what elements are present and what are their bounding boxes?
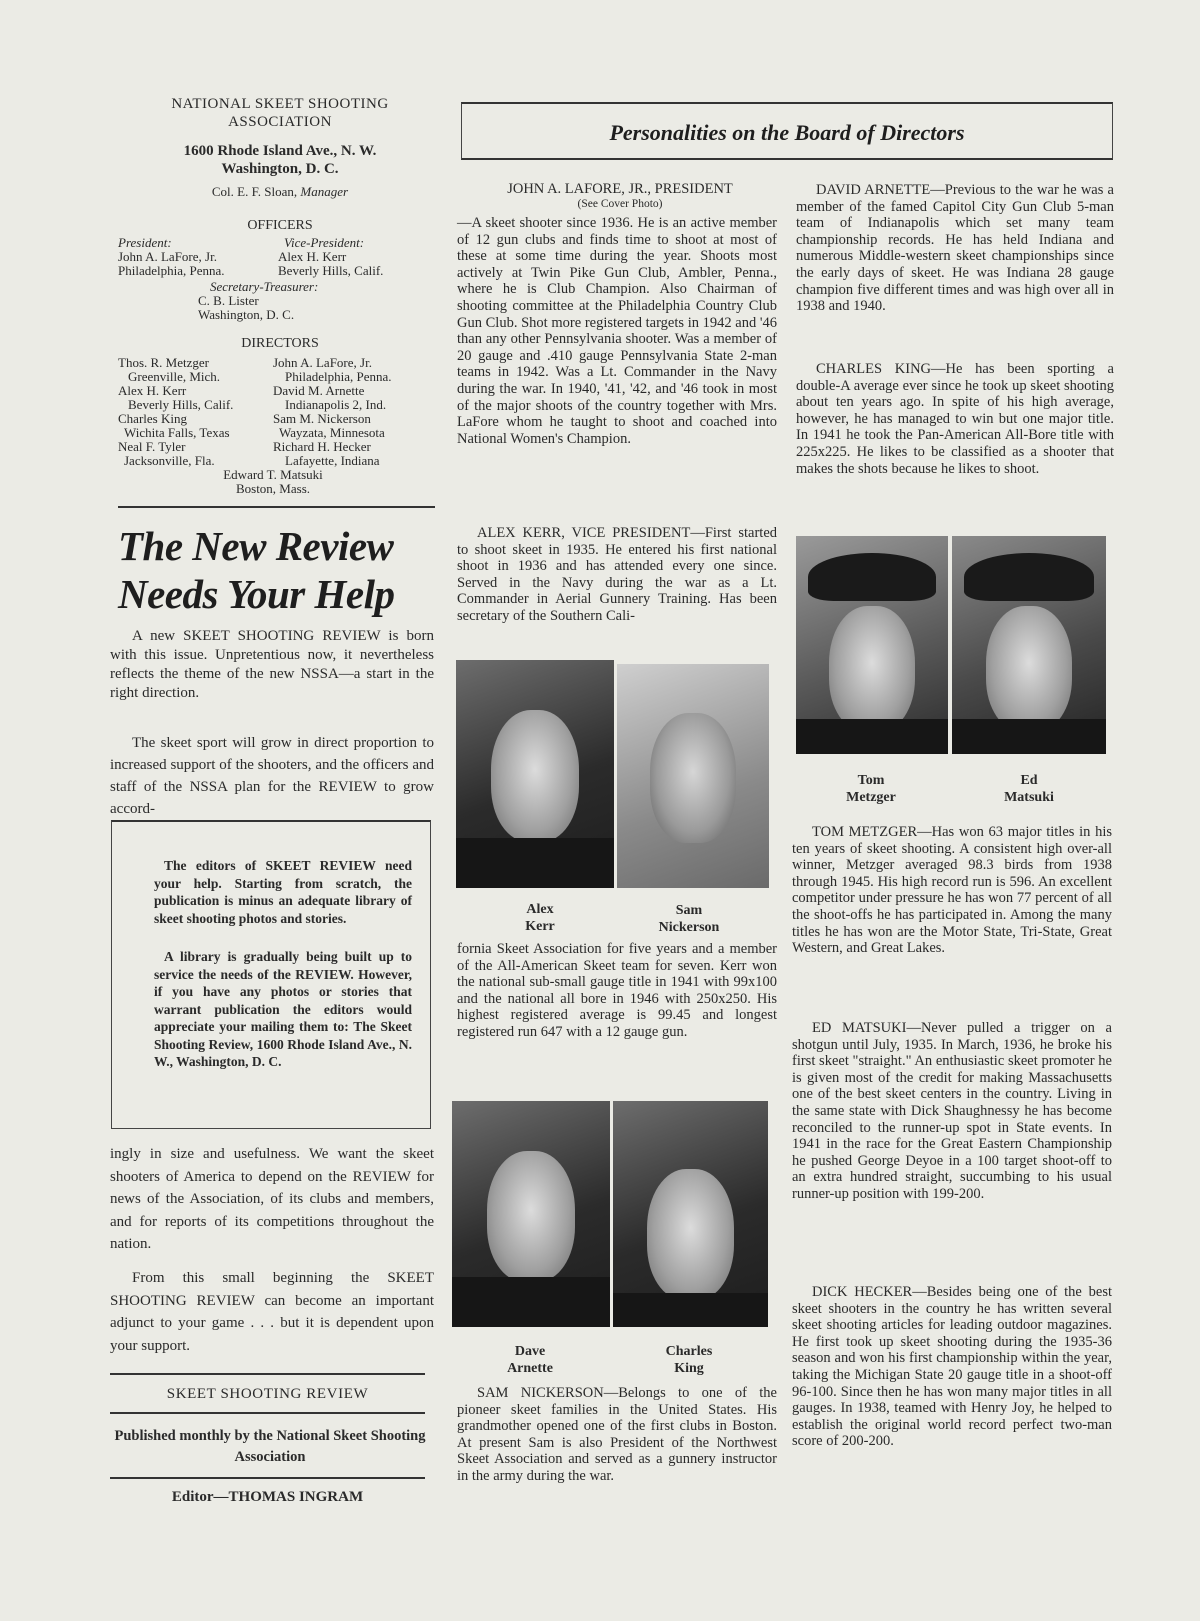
photo-ed-matsuki [952, 536, 1106, 754]
caption-tom-metzger [816, 772, 926, 806]
director-city: Lafayette, Indiana [285, 453, 380, 468]
divider [110, 1477, 425, 1479]
king-text: CHARLES KING—He has been sporting a double-A average ever since he took up skeet shooting about ten years ago. In spite of his high average, however, he has managed to win but one major title. In 1941 he took the Pan-American All-Bore title with 225x225. He likes to be classified as a shooter that makes the shots because he likes to shoot. [796, 361, 1114, 477]
director-name: Neal F. Tyler [118, 439, 186, 454]
caption-first: Ed [1020, 773, 1038, 788]
secretary-label: Secretary-Treasurer: [210, 279, 319, 294]
caption-last: Metzger [846, 790, 896, 805]
director-city: Wichita Falls, Texas [124, 425, 230, 440]
vice-president-block [278, 236, 428, 278]
director-city: Boston, Mass. [235, 481, 311, 496]
officers-heading: OFFICERS [247, 218, 313, 233]
editorial-paragraph-1: A new SKEET SHOOTING REVIEW is born with this issue. Unpretentious now, it nevertheless reflects the theme of the new NSSA—a start in the right direction. [110, 628, 434, 701]
notice-paragraph-2: A library is gradually being built up to service the needs of the REVIEW. However, if you have any photos or stories that warrant publication the editors would appreciate your mailing them to: The Skeet Shooting Review, 1600 Rhode Island Ave., N. W., Washington, D. C. [154, 949, 412, 1069]
director-name: Sam M. Nickerson [273, 411, 371, 426]
caption-charles-king [634, 1343, 744, 1377]
president-label: President: [118, 235, 172, 250]
director-name: Alex H. Kerr [118, 383, 187, 398]
lafore-heading: JOHN A. LAFORE, JR., PRESIDENT [507, 181, 733, 197]
photo-sam-nickerson [617, 664, 769, 888]
caption-last: Nickerson [658, 920, 720, 935]
director-city: Wayzata, Minnesota [279, 425, 385, 440]
divider [118, 506, 435, 508]
directors-heading: DIRECTORS [241, 336, 319, 351]
caption-sam-nickerson [634, 902, 744, 936]
section-title-box [461, 102, 1113, 160]
divider [110, 1373, 425, 1375]
manager-name: Col. E. F. Sloan, [211, 184, 298, 199]
help-notice-box [111, 820, 431, 1129]
caption-ed-matsuki [974, 772, 1084, 806]
caption-last: King [674, 1361, 704, 1376]
president-block [118, 236, 268, 278]
caption-last: Kerr [525, 919, 555, 934]
caption-first: Alex [526, 902, 554, 917]
director-row [118, 440, 428, 468]
section-title: Personalities on the Board of Directors [609, 120, 965, 145]
caption-first: Tom [857, 773, 885, 788]
caption-first: Sam [675, 903, 703, 918]
association-name: NATIONAL SKEET SHOOTING ASSOCIATION [171, 96, 389, 130]
secretary-name: C. B. Lister [198, 293, 259, 308]
director-name: Richard H. Hecker [273, 439, 371, 454]
director-row [118, 356, 428, 384]
manager-line [130, 184, 430, 200]
lafore-text: —A skeet shooter since 1936. He is an active member of 12 gun clubs and finds time to shoot at most of these at some time during the year. Shoots most actively at Twin Pike Gun Club, Ambler, Penna., where he is Club Champion. Also Chairman of shooting committee at the Philadelphia Country Club Gun Club. Shot more registered targets in 1942 and '46 than any other Pennsylvania shooter. Was a member of 20 gauge and .410 gauge Pennsylvania State 2-man teams in 1942. Was a Lt. Commander in the Navy during the war. In 1940, '41, '42, and '46 took in most of the major shoots of the country together with Mrs. LaFore whom he taught to shoot and coached into National Women's Champion. [457, 215, 777, 447]
address-line-2: Washington, D. C. [221, 161, 339, 177]
director-city: Indianapolis 2, Ind. [285, 397, 387, 412]
caption-first: Charles [665, 1344, 713, 1359]
director-city: Beverly Hills, Calif. [128, 397, 234, 412]
secretary-block [198, 280, 398, 322]
director-row [118, 412, 428, 440]
footer-published: Published monthly by the National Skeet Shooting Association [114, 1428, 426, 1465]
footer-editor: Editor—THOMAS INGRAM [171, 1489, 364, 1505]
director-city: Greenville, Mich. [128, 369, 221, 384]
secretary-city: Washington, D. C. [198, 307, 295, 322]
caption-alex-kerr [485, 901, 595, 935]
vice-president-city: Beverly Hills, Calif. [278, 263, 384, 278]
caption-dave-arnette [475, 1343, 585, 1377]
president-city: Philadelphia, Penna. [118, 263, 225, 278]
director-last [118, 468, 428, 496]
director-name: John A. LaFore, Jr. [273, 355, 372, 370]
manager-title: Manager [300, 184, 349, 199]
editorial-paragraph-3: From this small beginning the SKEET SHOOTING REVIEW can become an important adjunct to your game . . . but it is dependent upon your support. [110, 1270, 434, 1354]
caption-last: Arnette [507, 1361, 553, 1376]
notice-paragraph-1: The editors of SKEET REVIEW need your help. Starting from scratch, the publication is minus an adequate library of skeet shooting photos and stories. [154, 858, 412, 926]
director-name: Charles King [118, 411, 187, 426]
metzger-text: TOM METZGER—Has won 63 major titles in his ten years of skeet shooting. A consistent high over-all winner, Metzger averaged 98.3 birds from 1938 through 1945. His high record run is 596. An excellent competitor under pressure he has won 77 percent of all the shoot-offs he has participated in. Among the many titles he has won are the Motor State, Tri-State, Great Western, and Great Lakes. [792, 824, 1112, 957]
nickerson-text: SAM NICKERSON—Belongs to one of the pioneer skeet families in the United States. His grandmother opened one of the first clubs in Boston. At present Sam is also President of the Northwest Skeet Association and served as a gunnery instructor in the army during the war. [457, 1385, 777, 1484]
director-row [118, 384, 428, 412]
director-name: Thos. R. Metzger [118, 355, 209, 370]
address-line-1: 1600 Rhode Island Ave., N. W. [183, 143, 377, 159]
headline-line-2: Needs Your Help [118, 571, 395, 617]
director-name: David M. Arnette [273, 383, 365, 398]
director-city: Philadelphia, Penna. [285, 369, 392, 384]
photo-dave-arnette [452, 1101, 610, 1327]
vice-president-label: Vice-President: [284, 235, 365, 250]
photo-alex-kerr [456, 660, 614, 888]
footer-title: SKEET SHOOTING REVIEW [166, 1386, 369, 1402]
editorial-headline [118, 522, 438, 618]
editorial-paragraph-2a: The skeet sport will grow in direct proportion to increased support of the shooters, and the officers and staff of the NSSA plan for the REVIEW to grow accord- [110, 735, 434, 817]
caption-last: Matsuki [1004, 790, 1054, 805]
lafore-subheading: (See Cover Photo) [577, 198, 663, 210]
arnette-text: DAVID ARNETTE—Previous to the war he was a member of the famed Capitol City Gun Club 5-man team of Indianapolis which set many team championship records. He has held Indiana and numerous Middle-western skeet championships since the early days of skeet. He was Indiana 28 gauge champion five different times and was high over all in 1938 and 1940. [796, 182, 1114, 315]
caption-first: Dave [514, 1344, 546, 1359]
kerr-text-1: ALEX KERR, VICE PRESIDENT—First started to shoot skeet in 1935. He entered his first national shoot in 1936 and has attended every one since. Served in the Navy during the war as a Lt. Commander in Aerial Gunnery Training. Has been secretary of the Southern Cali- [457, 525, 777, 624]
director-city: Jacksonville, Fla. [124, 453, 215, 468]
hecker-text: DICK HECKER—Besides being one of the best skeet shooters in the country he has written several skeet shooting articles for leading outdoor magazines. He first took up skeet shooting during the 1935-36 season and won his first championship within the year, taking the Michigan State 20 gauge title in a shoot-off 96-100. Since then he has won many major titles in all gauges. In 1938, teamed with Henry Joy, he helped to establish the original world record perfect two-man score of 200-200. [792, 1284, 1112, 1450]
editorial-paragraph-2b: ingly in size and usefulness. We want the skeet shooters of America to depend on the REVIEW for news of the Association, of its clubs and members, and for reports of its competitions throughout the nation. [110, 1146, 434, 1252]
headline-line-1: The New Review [118, 523, 394, 569]
directors-list [118, 356, 428, 496]
photo-charles-king [613, 1101, 768, 1327]
kerr-text-2: fornia Skeet Association for five years and a member of the All-American Skeet team for seven. Kerr won the national sub-small gauge title in 1941 with 99x100 and the national all bore in 1946 with 250x250. His highest registered average is 99.45 and longest registered run 647 with a 12 gauge gun. [457, 941, 777, 1040]
divider [110, 1412, 425, 1414]
director-name: Edward T. Matsuki [223, 467, 323, 482]
matsuki-text: ED MATSUKI—Never pulled a trigger on a shotgun until July, 1935. In March, 1936, he broke his first skeet "straight." An enthusiastic skeet promoter he is given most of the credit for making Massachusetts one of the best skeet centers in the country. Living in the same state with Dick Shaughnessy he has become reconciled to the runner-up spot in State events. In 1941 in the race for the Great Eastern Championship he pushed George Deyoe in a 100 target shoot-off to an extra hundred straight, succumbing to his usual runner-up position with 199-200. [792, 1020, 1112, 1202]
vice-president-name: Alex H. Kerr [278, 249, 347, 264]
photo-tom-metzger [796, 536, 948, 754]
president-name: John A. LaFore, Jr. [118, 249, 217, 264]
